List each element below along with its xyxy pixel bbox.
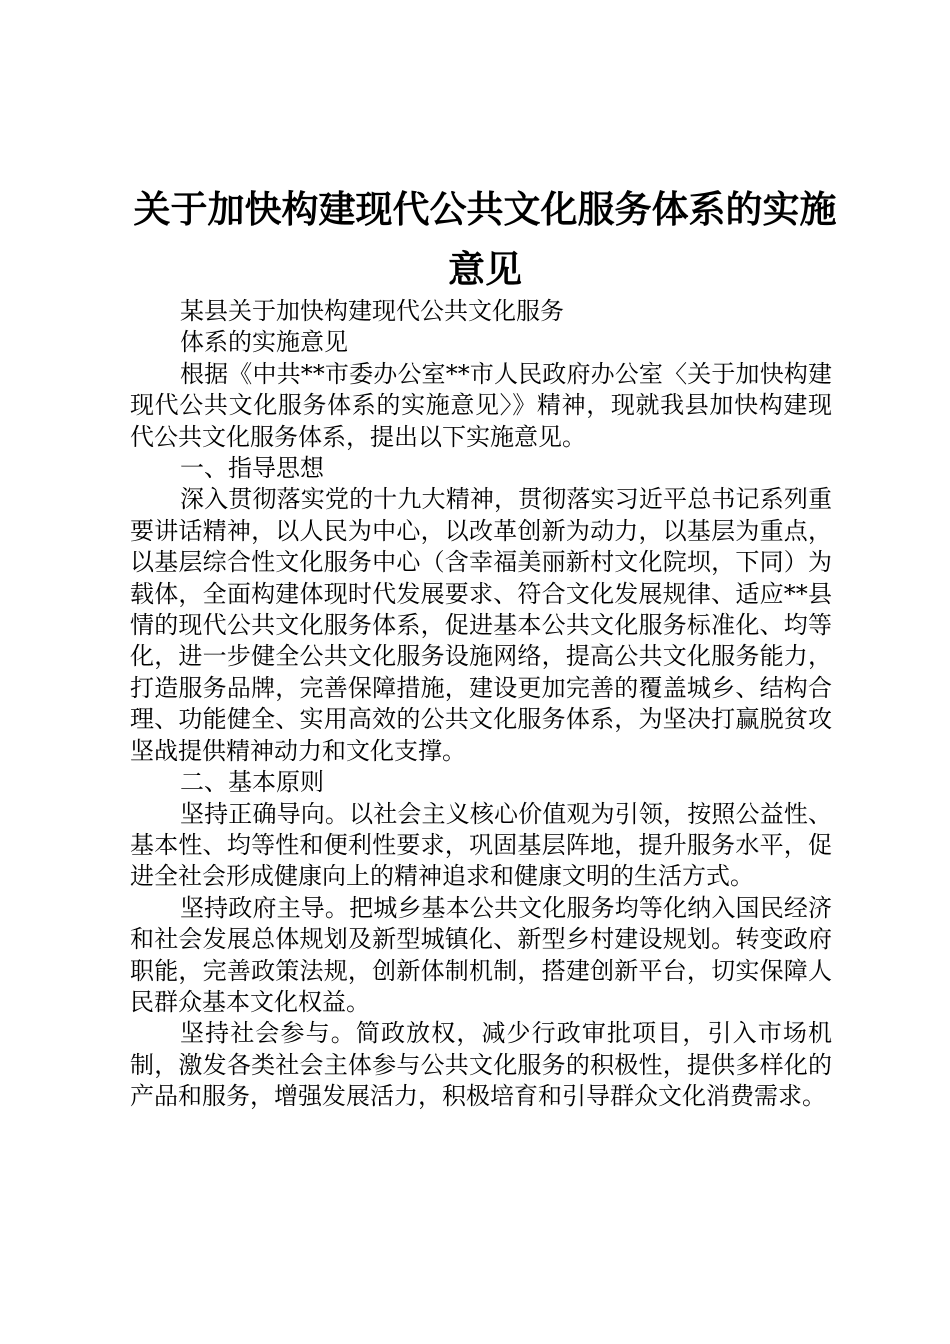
section-heading-guiding-ideology: 一、指导思想 [180, 454, 324, 483]
paragraph-subtitle-line-2: 体系的实施意见 [180, 328, 348, 357]
paragraph-guiding-ideology: 深入贯彻落实党的十九大精神，贯彻落实习近平总书记系列重要讲话精神，以人民为中心，以改革创新为动力，以基层为重点，以基层综合性文化服务中心（含幸福美丽新村文化院坝，下同）为载体，全面构建体现时代发展要求、符合文化发展规律、适应**县情的现代公共文化服务体系，促进基本公共文化服务标准化、均等化，进一步健全公共文化服务设施网络，提高公共文化服务能力，打造服务品牌，完善保障措施，建设更加完善的覆盖城乡、结构合理、功能健全、实用高效的公共文化服务体系，为坚决打赢脱贫攻坚战提供精神动力和文化支撑。 [130, 485, 832, 765]
paragraph-principle-social-participation: 坚持社会参与。简政放权，减少行政审批项目，引入市场机制，激发各类社会主体参与公共文化服务的积极性，提供多样化的产品和服务，增强发展活力，积极培育和引导群众文化消费需求。 [130, 1019, 832, 1111]
document-title: 关于加快构建现代公共文化服务体系的实施意见 [133, 188, 837, 291]
paragraph-principle-government-led: 坚持政府主导。把城乡基本公共文化服务均等化纳入国民经济和社会发展总体规划及新型城镇化、新型乡村建设规划。转变政府职能，完善政策法规，创新体制机制，搭建创新平台，切实保障人民群众基本文化权益。 [130, 893, 832, 1016]
section-heading-basic-principles: 二、基本原则 [180, 768, 324, 797]
paragraph-intro: 根据《中共**市委办公室**市人民政府办公室〈关于加快构建现代公共文化服务体系的实施意见〉》精神，现就我县加快构建现代公共文化服务体系，提出以下实施意见。 [130, 359, 832, 451]
paragraph-principle-correct-orientation: 坚持正确导向。以社会主义核心价值观为引领，按照公益性、基本性、均等性和便利性要求，巩固基层阵地，提升服务水平，促进全社会形成健康向上的精神追求和健康文明的生活方式。 [130, 799, 832, 891]
document-body [130, 296, 832, 1113]
paragraph-subtitle-line-1: 某县关于加快构建现代公共文化服务 [180, 297, 564, 325]
